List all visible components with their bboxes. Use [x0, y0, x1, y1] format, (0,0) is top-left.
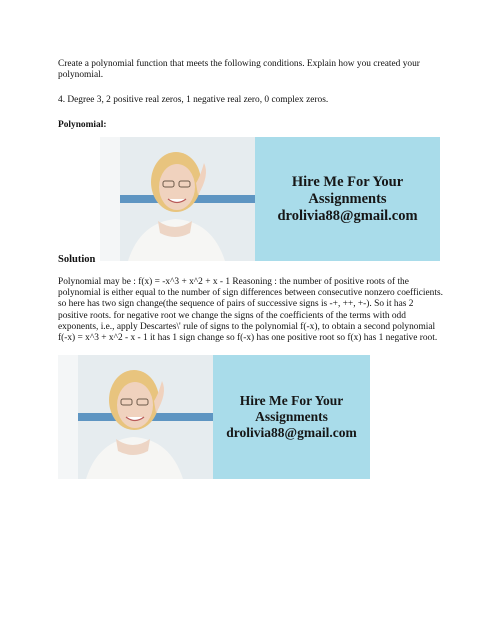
- ad-line-1: Hire Me For Your: [239, 393, 344, 408]
- ad-text-panel: [213, 355, 370, 479]
- ad-email: drolivia88@gmail.com: [277, 207, 418, 224]
- polynomial-label: Polynomial:: [58, 120, 107, 130]
- ad-text-panel: [255, 137, 440, 261]
- ad-line-2: Assignments: [308, 190, 387, 207]
- intro-text: Create a polynomial function that meets the following conditions. Explain how you created your polynomial.: [58, 59, 420, 81]
- hire-me-ad-banner: [100, 137, 440, 261]
- hire-me-ad-banner: [58, 355, 370, 479]
- woman-photo-image: [100, 137, 255, 261]
- solution-heading: Solution: [58, 254, 96, 265]
- ad-email: drolivia88@gmail.com: [226, 425, 357, 440]
- woman-photo-image: [58, 355, 213, 479]
- solution-body: Polynomial may be : f(x) = -x^3 + x^2 + x - 1 Reasoning : the number of positive roots of the polynomial is either equal to the number of sign differences between consecutive nonzero coefficients. so here has two sign change(the sequence of pairs of successive signs is -+, ++, +-). So it has 2 positive roots. for negative root we change the signs of the coefficients of the terms with odd exponents, i.e., apply Descartes\' rule of signs to the polynomial f(-x), to obtain a second polynomial f(-x) = x^3 + x^2 - x - 1 it has 1 sign change so f(-x) has one positive root so f(x) has 1 negative root.: [58, 277, 443, 344]
- condition-text: 4. Degree 3, 2 positive real zeros, 1 negative real zero, 0 complex zeros.: [58, 95, 329, 105]
- ad-line-2: Assignments: [255, 409, 328, 424]
- ad-line-1: Hire Me For Your: [291, 173, 404, 190]
